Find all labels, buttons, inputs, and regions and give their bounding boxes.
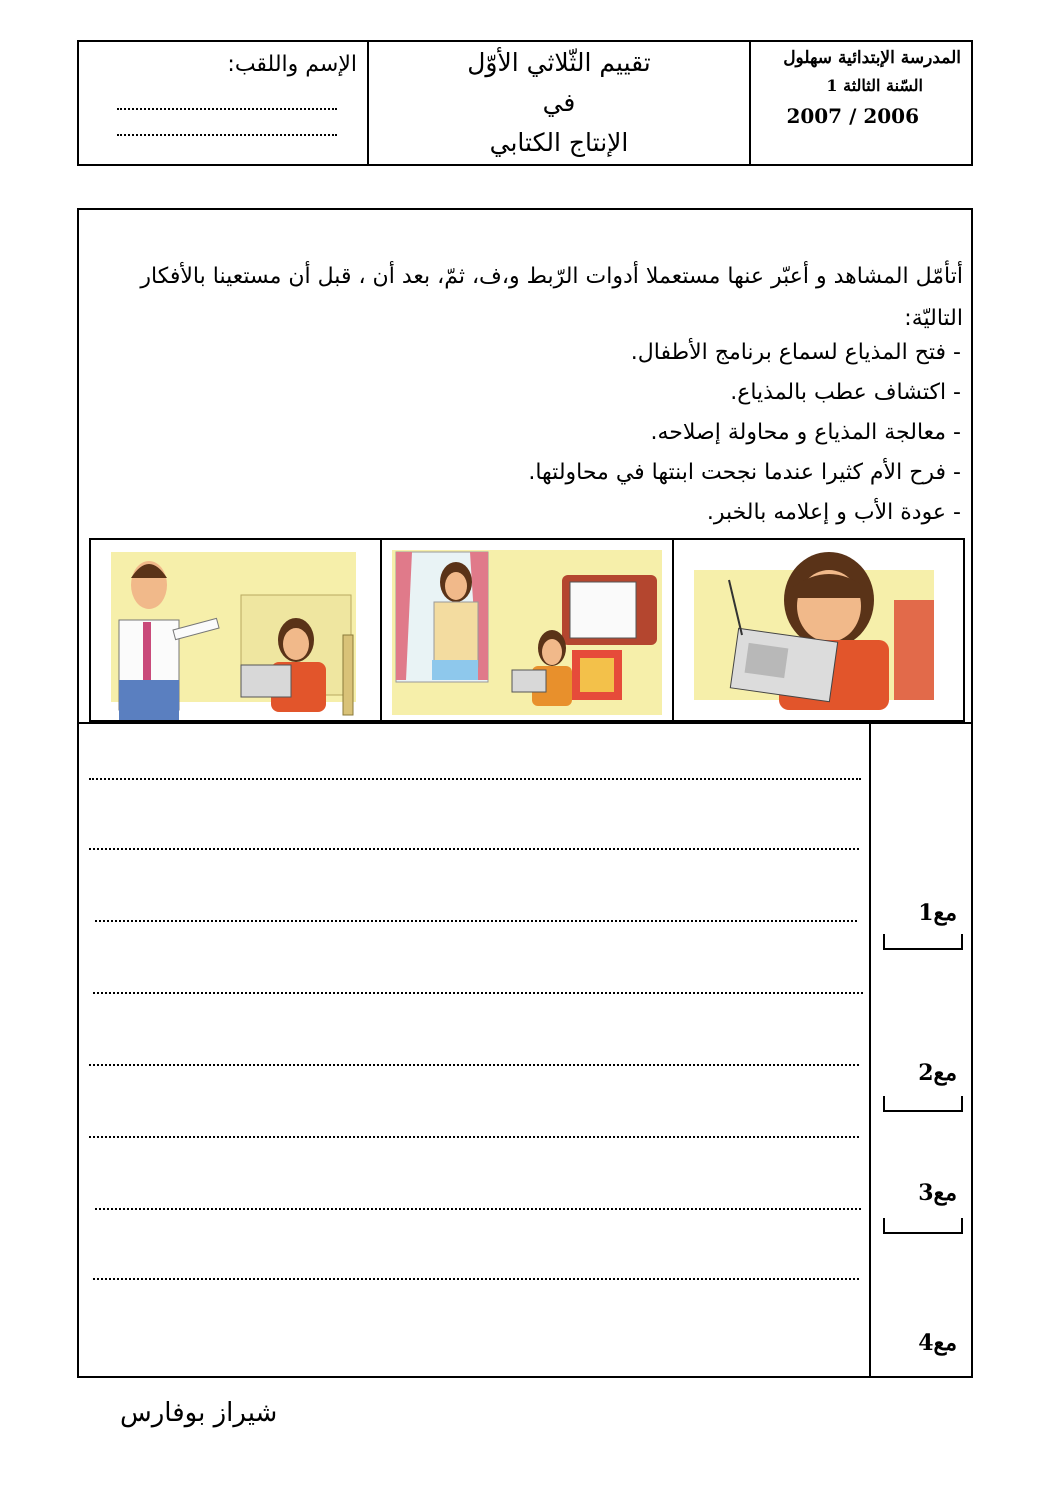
scene-father-image <box>91 540 380 720</box>
criterion-4: مع4 <box>918 1330 957 1356</box>
class-name: السّنة الثالثة 1 <box>826 76 923 95</box>
idea-1: - فتح المذياع لسماع برنامج الأطفال. <box>630 340 961 365</box>
surname-line[interactable] <box>117 134 337 136</box>
exam-subject: الإنتاج الكتابي <box>489 128 629 157</box>
answer-line-8[interactable] <box>93 1278 859 1280</box>
instruction-text: أتأمّل المشاهد و أعبّر عنها مستعملا أدوات الرّبط و،ف، ثمّ، بعد أن ، قبل أن مستعينا بالأفكار التاليّة: <box>140 264 963 331</box>
criterion-1-score[interactable] <box>883 932 963 950</box>
scene-mother-image <box>380 540 671 720</box>
exam-title: تقييم الثّلاثي الأوّل <box>467 48 651 77</box>
criterion-2-score[interactable] <box>883 1094 963 1112</box>
school-cell <box>751 42 971 164</box>
picture-strip <box>89 538 965 722</box>
idea-3: - معالجة المذياع و محاولة إصلاحه. <box>650 420 961 445</box>
answer-line-7[interactable] <box>95 1208 861 1210</box>
school-year: 2007 / 2006 <box>786 104 919 128</box>
criterion-3: مع3 <box>918 1180 957 1206</box>
exam-title-connector: في <box>542 88 576 117</box>
answer-line-2[interactable] <box>89 848 859 850</box>
answer-line-5[interactable] <box>89 1064 859 1066</box>
author-signature: شيراز بوفارس <box>120 1398 278 1428</box>
name-line[interactable] <box>117 108 337 110</box>
idea-2: - اكتشاف عطب بالمذياع. <box>730 380 961 405</box>
school-name: المدرسة الإبتدائية سهلول <box>783 48 961 68</box>
grading-column <box>869 722 971 1376</box>
criterion-1: مع1 <box>918 900 957 926</box>
name-label: الإسم واللقب: <box>227 52 357 77</box>
criterion-2: مع2 <box>918 1060 957 1086</box>
title-cell <box>369 42 751 164</box>
answer-line-3[interactable] <box>95 920 857 922</box>
criterion-3-score[interactable] <box>883 1216 963 1234</box>
answer-divider <box>79 722 971 724</box>
idea-4: - فرح الأم كثيرا عندما نجحت ابنتها في محاولتها. <box>528 460 961 485</box>
name-cell <box>79 42 369 164</box>
answer-line-4[interactable] <box>93 992 863 994</box>
header-table <box>77 40 973 166</box>
scene-girl-radio-image <box>672 540 963 720</box>
answer-line-6[interactable] <box>89 1136 859 1138</box>
idea-5: - عودة الأب و إعلامه بالخبر. <box>706 500 961 525</box>
answer-line-1[interactable] <box>89 778 861 780</box>
exercise-box <box>77 208 973 1378</box>
